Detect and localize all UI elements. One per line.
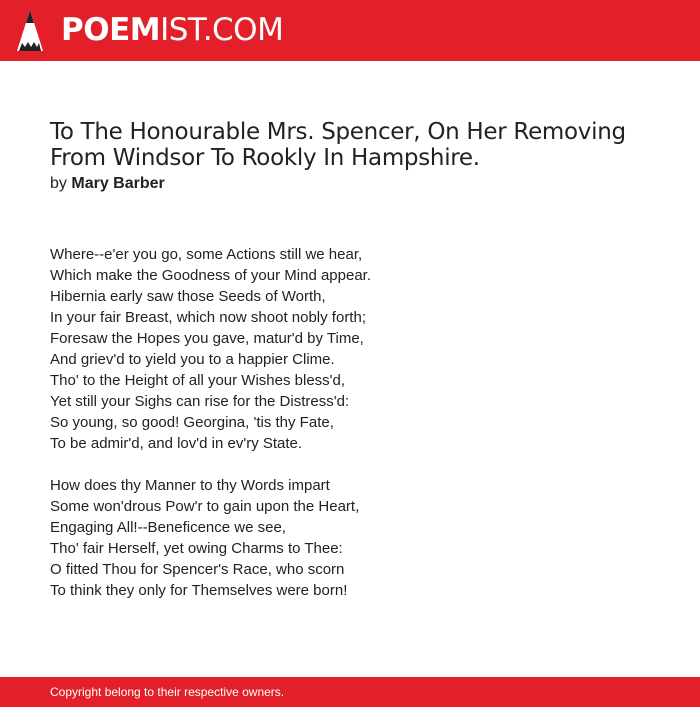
poem-line: Foresaw the Hopes you gave, matur'd by Time,	[50, 330, 364, 347]
poem-line: How does thy Manner to thy Words impart	[50, 477, 330, 494]
pencil-tip-icon[interactable]	[17, 10, 43, 51]
byline	[50, 174, 165, 194]
poem-line: Tho' fair Herself, yet owing Charms to Thee:	[50, 540, 343, 557]
poem-line: To think they only for Themselves were born!	[50, 582, 348, 599]
by-label: by	[50, 175, 67, 192]
poem-line: Some won'drous Pow'r to gain upon the Heart,	[50, 498, 360, 515]
site-header	[0, 0, 700, 61]
poem-line: So young, so good! Georgina, 'tis thy Fate,	[50, 414, 334, 431]
poem-line: To be admir'd, and lov'd in ev'ry State.	[50, 435, 303, 452]
site-logo[interactable]	[61, 12, 283, 48]
copyright-text: Copyright belong to their respective owners.	[50, 685, 285, 699]
logo-light-text: IST.COM	[160, 12, 284, 48]
poem-title: To The Honourable Mrs. Spencer, On Her Removing From Windsor To Rookly In Hampshire.	[50, 119, 626, 171]
site-footer	[0, 677, 700, 707]
logo-bold-text: POEM	[61, 12, 161, 48]
stanza	[50, 244, 670, 454]
poem-line: And griev'd to yield you to a happier Clime.	[50, 351, 335, 368]
poem-line: Which make the Goodness of your Mind appear.	[50, 267, 372, 284]
stanza	[50, 475, 670, 601]
poem-line: In your fair Breast, which now shoot nobly forth;	[50, 309, 366, 326]
poem-line: Engaging All!--Beneficence we see,	[50, 519, 286, 536]
author-name[interactable]: Mary Barber	[71, 175, 165, 192]
poem-line: O fitted Thou for Spencer's Race, who scorn	[50, 561, 345, 578]
poem-line: Tho' to the Height of all your Wishes bless'd,	[50, 372, 346, 389]
poem-body	[50, 244, 670, 622]
poem-line: Hibernia early saw those Seeds of Worth,	[50, 288, 326, 305]
poem-line: Where--e'er you go, some Actions still we hear,	[50, 246, 363, 263]
poem-line: Yet still your Sighs can rise for the Distress'd:	[50, 393, 350, 410]
